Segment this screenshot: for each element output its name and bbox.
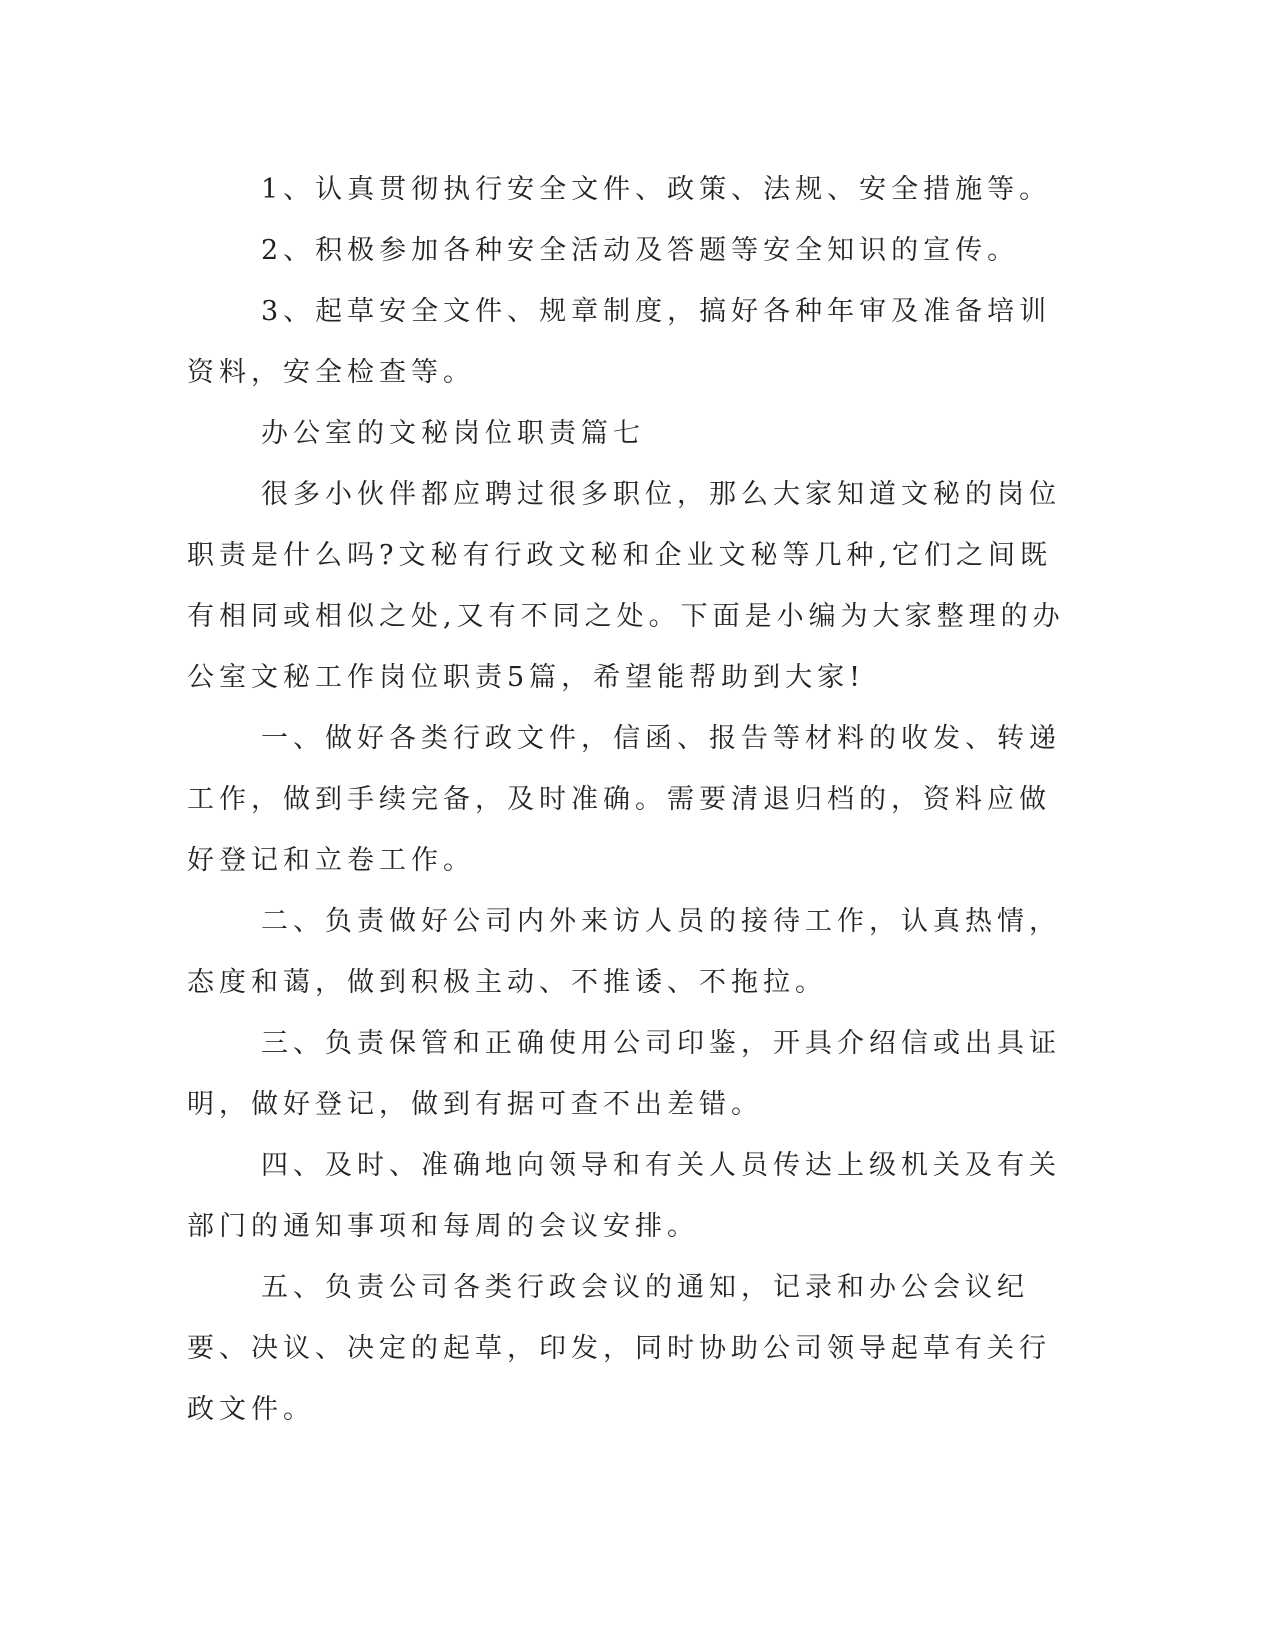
duty-item-1: 一、做好各类行政文件，信函、报告等材料的收发、转递工作，做到手续完备，及时准确。需要清退归档的，资料应做好登记和立卷工作。	[187, 723, 1061, 876]
document-body	[187, 159, 1067, 1440]
duty-item-4: 四、及时、准确地向领导和有关人员传达上级机关及有关部门的通知事项和每周的会议安排。	[187, 1150, 1061, 1242]
paragraph-3: 3、起草安全文件、规章制度，搞好各种年审及准备培训资料，安全检查等。	[187, 296, 1052, 388]
duty-item-2: 二、负责做好公司内外来访人员的接待工作，认真热情，态度和蔼，做到积极主动、不推诿、不拖拉。	[187, 906, 1061, 998]
section-heading: 办公室的文秘岗位职责篇七	[261, 418, 645, 449]
duty-item-3: 三、负责保管和正确使用公司印鉴，开具介绍信或出具证明，做好登记，做到有据可查不出差错。	[187, 1028, 1061, 1120]
paragraph-1: 1、认真贯彻执行安全文件、政策、法规、安全措施等。	[261, 174, 1052, 205]
duty-item-5: 五、负责公司各类行政会议的通知，记录和办公会议纪要、决议、决定的起草，印发，同时协助公司领导起草有关行政文件。	[187, 1272, 1051, 1425]
paragraph-intro: 很多小伙伴都应聘过很多职位，那么大家知道文秘的岗位职责是什么吗?文秘有行政文秘和企业文秘等几种,它们之间既有相同或相似之处,又有不同之处。下面是小编为大家整理的办公室文秘工作岗位职责5篇，希望能帮助到大家!	[187, 479, 1065, 693]
paragraph-2: 2、积极参加各种安全活动及答题等安全知识的宣传。	[261, 235, 1020, 266]
